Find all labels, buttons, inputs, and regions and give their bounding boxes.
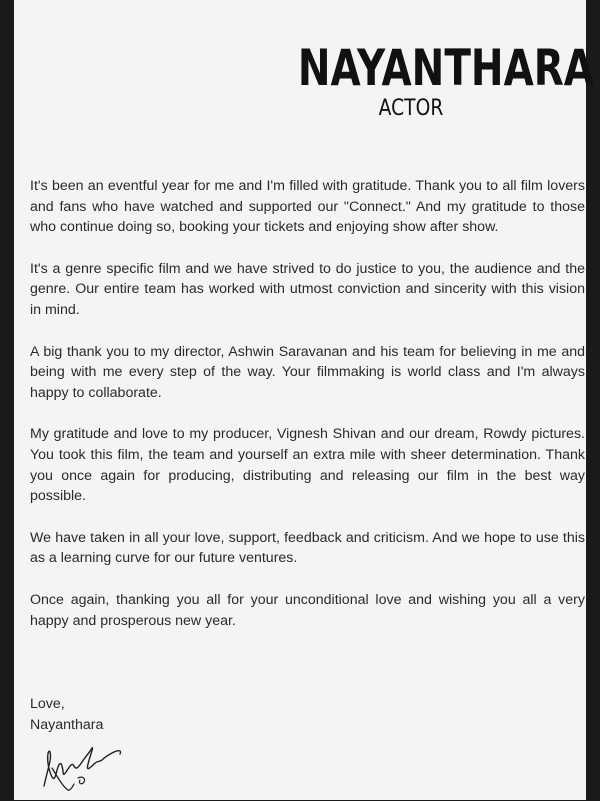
letterhead-name: NAYANTHARA (297, 39, 594, 97)
closing-salutation: Love, (30, 696, 65, 712)
letter-body (30, 176, 585, 652)
letter-paragraph-4: My gratitude and love to my producer, Vignesh Shivan and our dream, Rowdy pictures. You took this film, the team and yourself an extra mile with sheer determination. Thank you once again for producing, distributing and releasing our film in the best way possible. (30, 426, 585, 505)
letter-paragraph-6: Once again, thanking you all for your unconditional love and wishing you all a very happy and prosperous new year. (30, 591, 585, 629)
closing-sender-name: Nayanthara (30, 716, 104, 733)
letter-page (14, 0, 594, 800)
letter-paragraph-1: It's been an eventful year for me and I'm filled with gratitude. Thank you to all film lovers and fans who have watched and supported our "Connect." And my gratitude to those who continue doing so, booking your tickets and enjoying show after show. (30, 178, 585, 236)
letterhead (14, 39, 594, 130)
letterhead-role: ACTOR (378, 96, 444, 121)
letter-paragraph-5: We have taken in all your love, support, feedback and criticism. And we hope to use this as a learning curve for our future ventures. (30, 529, 585, 567)
letter-paragraph-3: A big thank you to my director, Ashwin Saravanan and his team for believing in me and being with me every step of the way. Your filmmaking is world class and I'm always happy to collaborate. (30, 343, 585, 401)
signature-icon (38, 738, 138, 796)
letter-paragraph-2: It's a genre specific film and we have strived to do justice to you, the audience and the genre. Our entire team has worked with utmost conviction and sincerity with this vision in mind. (30, 260, 585, 318)
letter-closing (30, 694, 103, 735)
